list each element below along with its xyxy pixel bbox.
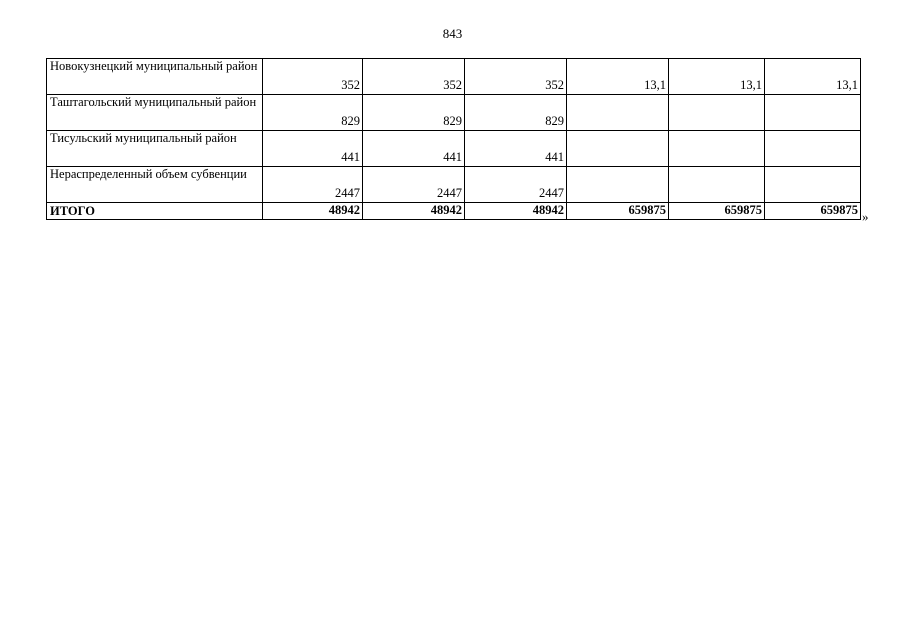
table-row — [47, 95, 861, 131]
data-table-container — [46, 58, 861, 220]
table-cell: 352 — [465, 59, 567, 95]
total-cell: 659875 — [669, 203, 765, 220]
table-cell: 441 — [363, 131, 465, 167]
table-cell: 2447 — [465, 167, 567, 203]
total-cell: 48942 — [263, 203, 363, 220]
table-row — [47, 167, 861, 203]
page-number: 843 — [442, 26, 463, 41]
table-cell — [567, 131, 669, 167]
table-row — [47, 131, 861, 167]
table-cell: 352 — [263, 59, 363, 95]
total-cell: 659875 — [765, 203, 861, 220]
table-cell — [669, 95, 765, 131]
table-cell: 441 — [465, 131, 567, 167]
table-cell: 829 — [465, 95, 567, 131]
row-name: Новокузнецкий муниципальный район — [47, 59, 263, 95]
closing-quote-mark: » — [862, 209, 869, 224]
row-name: Нераспределенный объем субвенции — [47, 167, 263, 203]
table-cell — [567, 167, 669, 203]
table-cell — [765, 167, 861, 203]
total-cell: 48942 — [363, 203, 465, 220]
table-cell: 13,1 — [765, 59, 861, 95]
total-label: ИТОГО — [47, 203, 263, 220]
table-cell: 2447 — [363, 167, 465, 203]
table-cell: 352 — [363, 59, 465, 95]
table-row — [47, 59, 861, 95]
table-cell: 829 — [363, 95, 465, 131]
table-cell: 441 — [263, 131, 363, 167]
table-cell: 829 — [263, 95, 363, 131]
table-cell — [669, 167, 765, 203]
total-cell: 48942 — [465, 203, 567, 220]
table-cell: 2447 — [263, 167, 363, 203]
table-cell — [567, 95, 669, 131]
row-name: Тисульский муниципальный район — [47, 131, 263, 167]
table-cell — [765, 95, 861, 131]
row-name: Таштагольский муниципальный район — [47, 95, 263, 131]
table-cell: 13,1 — [567, 59, 669, 95]
table-cell — [765, 131, 861, 167]
table-cell — [669, 131, 765, 167]
total-row — [47, 203, 861, 220]
table-cell: 13,1 — [669, 59, 765, 95]
total-cell: 659875 — [567, 203, 669, 220]
data-table — [46, 58, 861, 220]
